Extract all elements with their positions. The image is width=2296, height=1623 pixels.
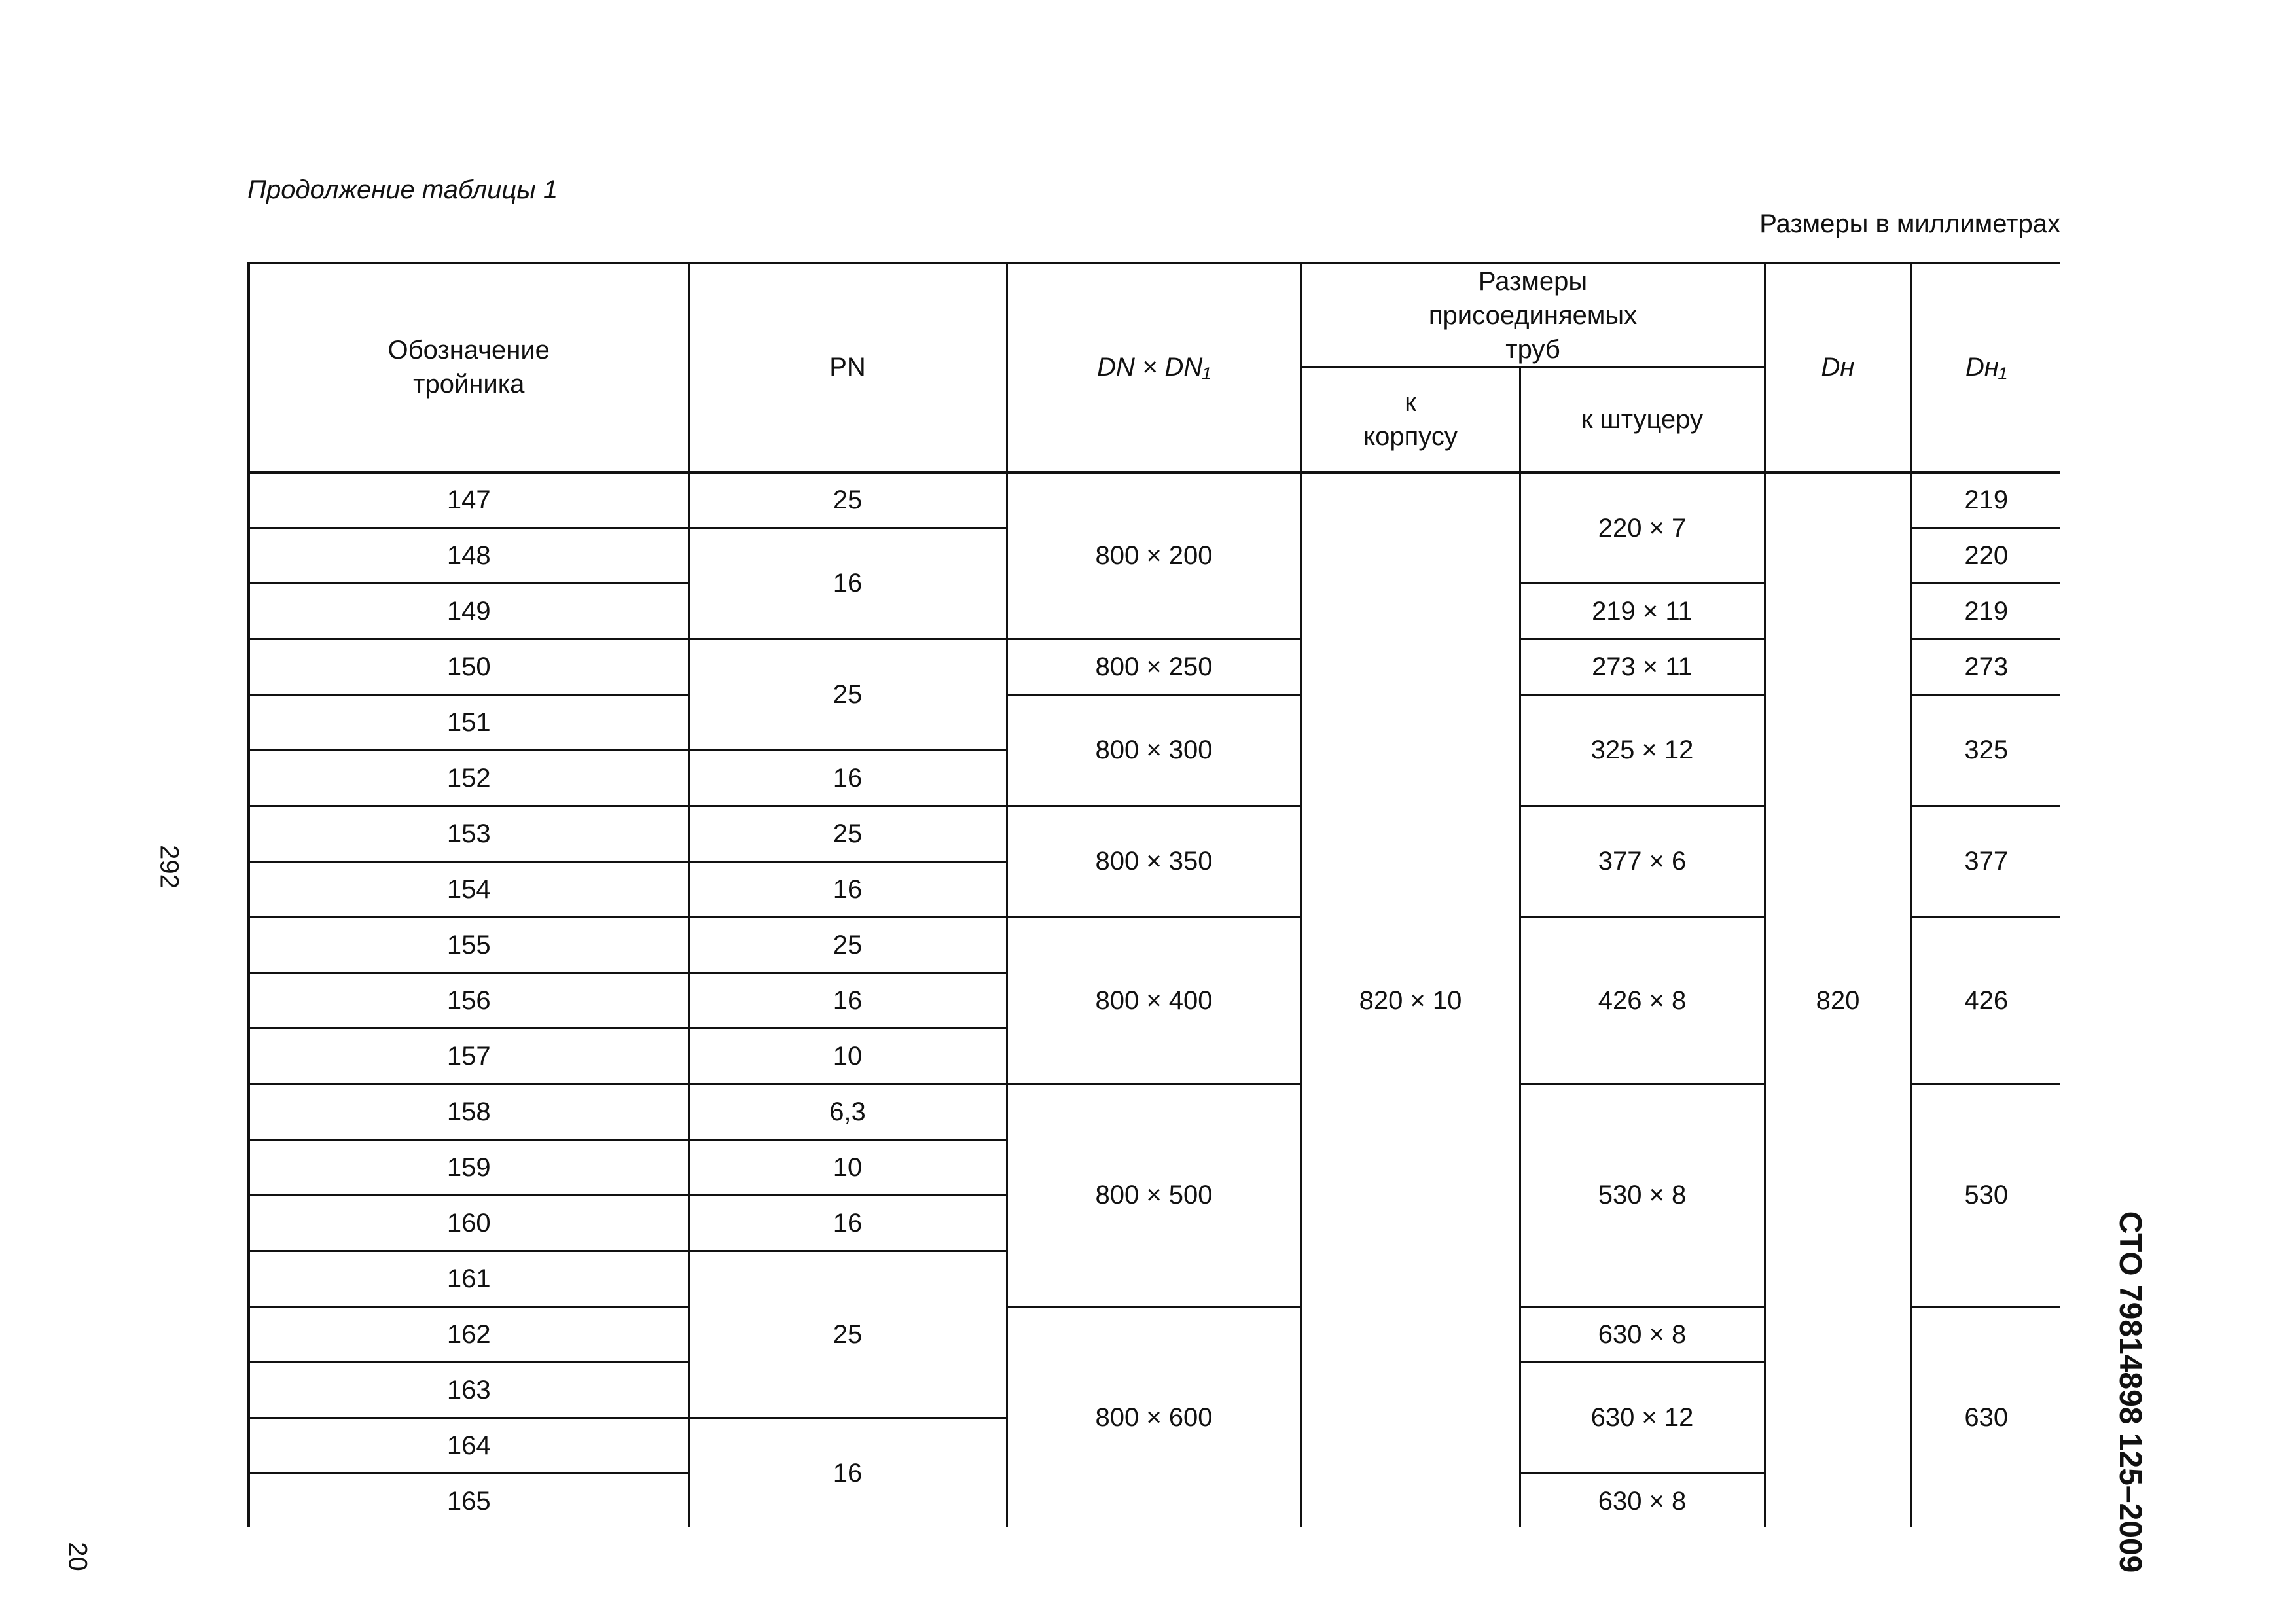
header-dh1: Dн₁: [1911, 263, 2060, 473]
table-row-designation: 156: [249, 973, 689, 1029]
cell-branch-pipe: 630 × 8: [1520, 1307, 1765, 1363]
table-row-designation: 165: [249, 1474, 689, 1528]
table-row-designation: 164: [249, 1418, 689, 1474]
cell-dh1: 630: [1911, 1307, 2060, 1528]
cell-dh1: 426: [1911, 918, 2060, 1084]
cell-pn: 25: [689, 473, 1007, 528]
table-caption: Продолжение таблицы 1: [247, 175, 558, 204]
cell-pn: 10: [689, 1140, 1007, 1196]
header-designation: Обозначение тройника: [249, 263, 689, 473]
table-row-designation: 155: [249, 918, 689, 973]
header-dh: Dн: [1765, 263, 1911, 473]
cell-dh1: 377: [1911, 806, 2060, 918]
table-row-designation: 148: [249, 528, 689, 584]
header-to-body: к корпусу: [1301, 368, 1520, 473]
cell-branch-pipe: 273 × 11: [1520, 639, 1765, 695]
cell-branch-pipe: 630 × 8: [1520, 1474, 1765, 1528]
cell-branch-pipe: 220 × 7: [1520, 473, 1765, 584]
cell-dh: 820: [1765, 473, 1911, 1528]
cell-branch-pipe: 219 × 11: [1520, 584, 1765, 639]
header-to-branch: к штуцеру: [1520, 368, 1765, 473]
cell-branch-pipe: 530 × 8: [1520, 1084, 1765, 1307]
cell-pn: 16: [689, 1196, 1007, 1251]
cell-pn: 10: [689, 1029, 1007, 1084]
cell-dh1: 219: [1911, 584, 2060, 639]
document-code: СТО 79814898 125–2009: [2113, 1211, 2147, 1573]
cell-pn: 16: [689, 1418, 1007, 1528]
page-number-rotated: 292: [154, 845, 184, 889]
cell-branch-pipe: 426 × 8: [1520, 918, 1765, 1084]
table-row-designation: 161: [249, 1251, 689, 1307]
cell-dh1: 530: [1911, 1084, 2060, 1307]
cell-pn: 25: [689, 1251, 1007, 1418]
header-pipe-sizes: Размеры присоединяемых труб: [1301, 263, 1765, 368]
cell-dh1: 273: [1911, 639, 2060, 695]
cell-pn: 16: [689, 973, 1007, 1029]
cell-pn: 6,3: [689, 1084, 1007, 1140]
table-row-designation: 153: [249, 806, 689, 862]
cell-dn: 800 × 250: [1007, 639, 1301, 695]
cell-pn: 25: [689, 806, 1007, 862]
cell-dn: 800 × 600: [1007, 1307, 1301, 1528]
tee-dimensions-table: [247, 262, 2060, 1527]
cell-dn: 800 × 400: [1007, 918, 1301, 1084]
cell-body-pipe: 820 × 10: [1301, 473, 1520, 1528]
table-row-designation: 149: [249, 584, 689, 639]
table-row-designation: 158: [249, 1084, 689, 1140]
cell-branch-pipe: 325 × 12: [1520, 695, 1765, 806]
table-row-designation: 157: [249, 1029, 689, 1084]
cell-dn: 800 × 500: [1007, 1084, 1301, 1307]
cell-dn: 800 × 300: [1007, 695, 1301, 806]
header-pn: PN: [689, 263, 1007, 473]
table-row-designation: 163: [249, 1363, 689, 1418]
cell-dh1: 219: [1911, 473, 2060, 528]
table-row-designation: 154: [249, 862, 689, 918]
table-row-designation: 160: [249, 1196, 689, 1251]
cell-pn: 16: [689, 528, 1007, 639]
table-container: [247, 262, 2060, 1527]
table-row-designation: 162: [249, 1307, 689, 1363]
units-note: Размеры в миллиметрах: [1759, 209, 2060, 238]
cell-pn: 25: [689, 639, 1007, 751]
header-dn: DN × DN₁: [1007, 263, 1301, 473]
table-row-designation: 159: [249, 1140, 689, 1196]
table-row-designation: 151: [249, 695, 689, 751]
page-number-bottom: 20: [63, 1542, 92, 1571]
cell-branch-pipe: 630 × 12: [1520, 1363, 1765, 1474]
cell-dn: 800 × 200: [1007, 473, 1301, 639]
cell-pn: 25: [689, 918, 1007, 973]
cell-pn: 16: [689, 751, 1007, 806]
cell-branch-pipe: 377 × 6: [1520, 806, 1765, 918]
cell-pn: 16: [689, 862, 1007, 918]
cell-dn: 800 × 350: [1007, 806, 1301, 918]
table-row-designation: 147: [249, 473, 689, 528]
cell-dh1: 220: [1911, 528, 2060, 584]
cell-dh1: 325: [1911, 695, 2060, 806]
table-row-designation: 150: [249, 639, 689, 695]
table-row-designation: 152: [249, 751, 689, 806]
